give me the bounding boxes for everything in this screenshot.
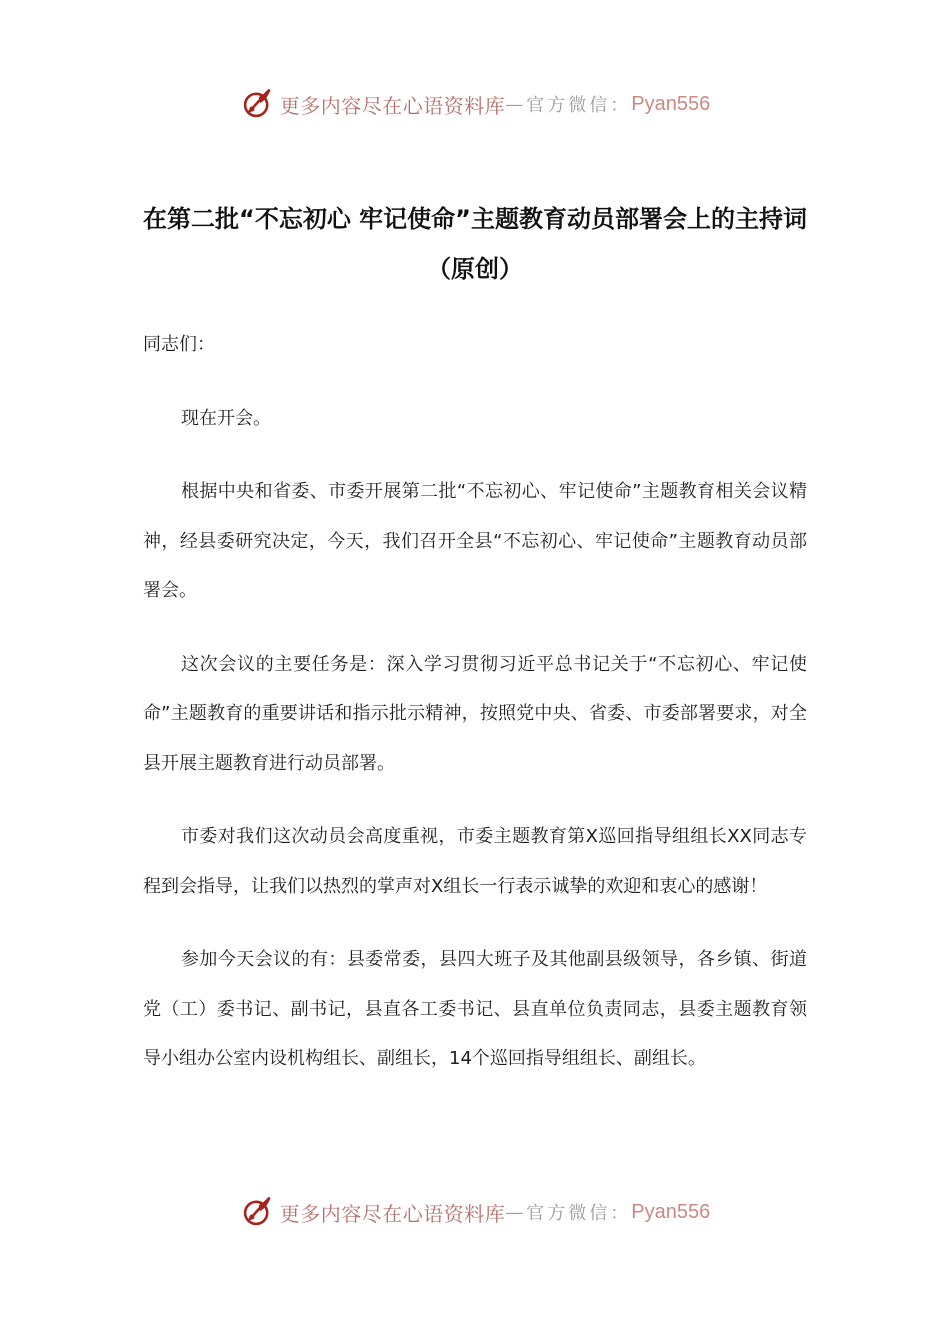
watermark-wechat-id: Pyan556 bbox=[631, 1200, 711, 1223]
quill-logo-icon bbox=[240, 87, 274, 121]
watermark-wechat-label: 官方微信： bbox=[526, 95, 632, 116]
watermark-wechat-label: 官方微信： bbox=[526, 1203, 632, 1224]
quill-logo-icon bbox=[240, 1195, 274, 1229]
watermark-text: 更多内容尽在心语资料库 bbox=[279, 93, 506, 118]
watermark-wechat-id: Pyan556 bbox=[631, 92, 711, 115]
watermark-separator: — bbox=[505, 93, 527, 115]
paragraph-3: 这次会议的主要任务是：深入学习贯彻习近平总书记关于“不忘初心、牢记使命”主题教育的重要讲话和指示批示精神，按照党中央、省委、市委部署要求，对全县开展主题教育进行动员部署。 bbox=[143, 653, 807, 774]
paragraph-1: 现在开会。 bbox=[181, 407, 271, 429]
watermark-separator: — bbox=[505, 1201, 527, 1223]
watermark-text: 更多内容尽在心语资料库 bbox=[279, 1201, 506, 1226]
watermark-banner-bottom bbox=[0, 1192, 950, 1232]
paragraph-2: 根据中央和省委、市委开展第二批“不忘初心、牢记使命”主题教育相关会议精神，经县委研究决定，今天，我们召开全县“不忘初心、牢记使命”主题教育动员部署会。 bbox=[143, 481, 807, 601]
watermark-banner-top bbox=[0, 84, 950, 124]
salutation: 同志们： bbox=[143, 334, 215, 355]
paragraph-4: 市委对我们这次动员会高度重视，市委主题教育第Ⅹ巡回指导组组长XX同志专程到会指导，让我们以热烈的掌声对Ⅹ组长一行表示诚挚的欢迎和衷心的感谢！ bbox=[143, 826, 807, 897]
paragraph-5: 参加今天会议的有：县委常委，县四大班子及其他副县级领导，各乡镇、街道党（工）委书记、副书记，县直各工委书记、县直单位负责同志，县委主题教育领导小组办公室内设机构组长、副组长，14个巡回指导组组长、副组长。 bbox=[143, 949, 807, 1069]
document-title: 在第二批“不忘初心 牢记使命”主题教育动员部署会上的主持词（原创） bbox=[143, 205, 807, 283]
document-body bbox=[143, 320, 807, 1108]
